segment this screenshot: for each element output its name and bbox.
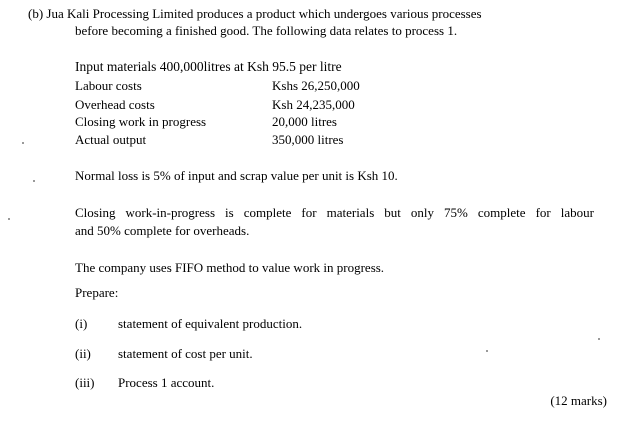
task-text-3: Process 1 account.: [118, 375, 215, 390]
task-number-1: (i): [75, 316, 88, 331]
task-number-3: (iii): [75, 375, 95, 390]
scan-speck: [22, 142, 24, 144]
closing-wip-line-1: Closing work-in-progress is complete for materials but only 75% complete for labour: [75, 205, 594, 220]
overhead-costs-value: Ksh 24,235,000: [272, 97, 355, 112]
task-text-2: statement of cost per unit.: [118, 346, 253, 361]
fifo-text: The company uses FIFO method to value work in progress.: [75, 260, 385, 275]
actual-output-value: 350,000 litres: [272, 132, 344, 147]
intro-line-1: (b) Jua Kali Processing Limited produces a product which undergoes various processes: [28, 6, 482, 21]
scan-speck: [33, 180, 35, 182]
task-number-2: (ii): [75, 346, 91, 361]
scan-speck: [8, 218, 10, 220]
scan-speck: [486, 350, 488, 352]
closing-wip-value: 20,000 litres: [272, 114, 337, 129]
normal-loss-text: Normal loss is 5% of input and scrap value per unit is Ksh 10.: [75, 168, 398, 183]
closing-wip-label: Closing work in progress: [75, 114, 207, 129]
labour-costs-value: Kshs 26,250,000: [272, 78, 360, 93]
labour-costs-label: Labour costs: [75, 78, 142, 93]
marks-allocation: (12 marks): [550, 393, 607, 408]
overhead-costs-label: Overhead costs: [75, 97, 155, 112]
intro-line-2: before becoming a finished good. The following data relates to process 1.: [75, 23, 458, 38]
closing-wip-line-2: and 50% complete for overheads.: [75, 223, 250, 238]
actual-output-label: Actual output: [75, 132, 147, 147]
scan-speck: [598, 338, 600, 340]
task-text-1: statement of equivalent production.: [118, 316, 303, 331]
prepare-heading: Prepare:: [75, 285, 119, 300]
input-materials-line: Input materials 400,000litres at Ksh 95.5 per litre: [75, 59, 342, 74]
